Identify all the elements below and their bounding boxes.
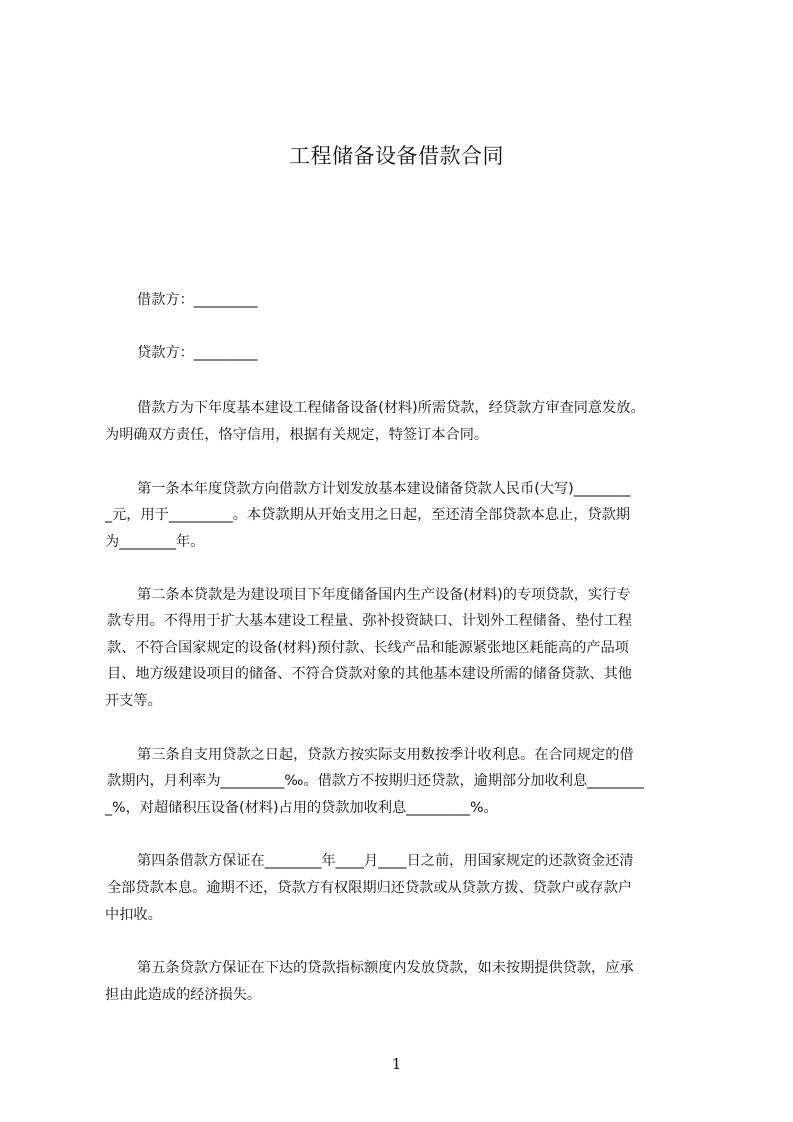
lender-line: 贷款方：_________	[137, 345, 258, 361]
preamble-line: 为明确双方责任，恪守信用，根据有关规定，特签订本合同。	[105, 427, 489, 443]
article-3-line: 款期内，月利率为_________‰。借款方不按期归还贷款，逾期部分加收利息________	[107, 773, 644, 789]
page-number: 1	[391, 1055, 402, 1073]
article-4-line: 全部贷款本息。逾期不还，贷款方有权限期归还贷款或从贷款方拨、贷款户或存款户	[107, 880, 632, 896]
article-2-line: 第二条本贷款是为建设项目下年度储备国内生产设备(材料)的专项贷款，实行专	[137, 587, 631, 603]
article-2-line: 款专用。不得用于扩大基本建设工程量、弥补投资缺口、计划外工程储备、垫付工程	[107, 613, 632, 629]
article-2-line: 款、不符合国家规定的设备(材料)预付款、长线产品和能源紧张地区耗能高的产品项	[107, 640, 629, 656]
article-4-line: 中扣收。	[105, 907, 162, 923]
article-1-line: 为________年。	[105, 534, 205, 550]
article-3-line: 第三条自支用贷款之日起，贷款方按实际支用数按季计收利息。在合同规定的借	[137, 747, 634, 763]
borrower-line: 借款方：_________	[137, 292, 258, 308]
article-5-line: 第五条贷款方保证在下达的贷款指标额度内发放贷款，如未按期提供贷款，应承	[137, 960, 634, 976]
preamble-line: 借款方为下年度基本建设工程储备设备(材料)所需贷款，经贷款方审查同意发放。	[137, 400, 645, 416]
article-5-line: 担由此造成的经济损失。	[105, 987, 262, 1003]
article-3-line: _%，对超储积压设备(材料)占用的贷款加收利息_________%。	[105, 800, 498, 816]
article-4-line: 第四条借款方保证在________年____月____日之前，用国家规定的还款资金还清	[137, 853, 634, 869]
article-1-line: _元，用于_________。本贷款期从开始支用之日起，至还清全部贷款本息止，贷款期	[105, 507, 630, 523]
article-2-line: 开支等。	[105, 693, 162, 709]
article-2-line: 目、地方级建设项目的储备、不符合贷款对象的其他基本建设所需的储备贷款、其他	[107, 666, 632, 682]
contract-title: 工程储备设备借款合同	[289, 144, 504, 168]
article-1-line: 第一条本年度贷款方向借款方计划发放基本建设储备贷款人民币(大写)________	[137, 481, 631, 497]
